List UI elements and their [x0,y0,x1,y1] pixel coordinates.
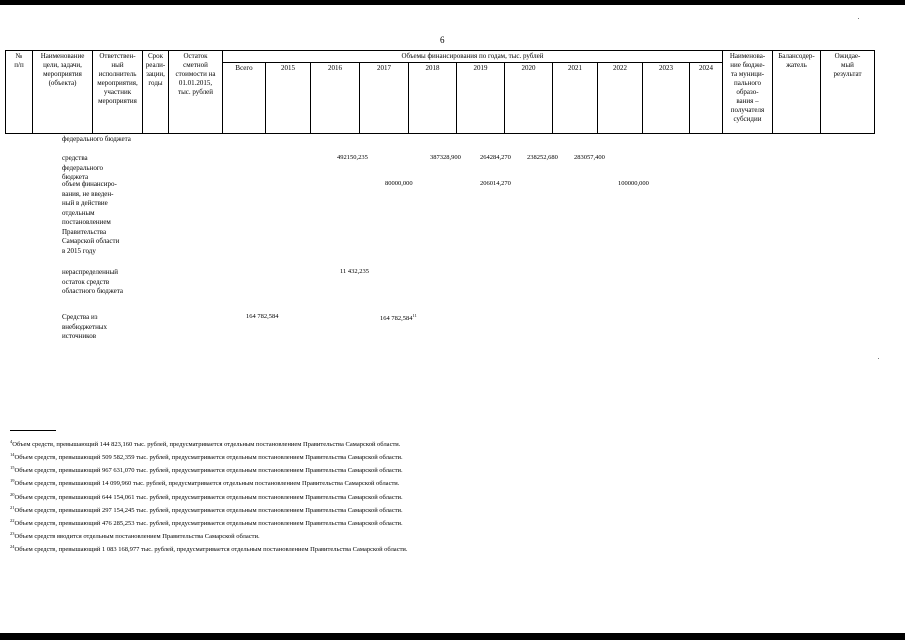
row-label-federal: федерального бюджета [62,135,131,143]
table-header [5,50,875,134]
row-label-not-enacted: объем финансиро-вания, не введен-ный в действие отдельным постановлением Правительства Самарской области в 2015 году [62,180,120,255]
row-label-extrabudgetary: Средства из внебюджетных источников [62,313,108,340]
header-year-2019: 2019 [457,63,505,134]
footnote-ref-11: 11 [412,313,417,318]
header-year-2015: 2015 [266,63,311,134]
value-not-enacted-2017: 80000,000 [385,180,413,187]
header-year-2018: 2018 [409,63,457,134]
footnote-item: $^4$Объем средств, превышающий 144 823,160 тыс. рублей, предусматривается отдельным постановлением Правительства Самарской области. [10,439,401,449]
scan-speck [878,358,879,359]
header-col-recipient: Наименова- ние бюдже- та муници- пального образо- вания – получателя субсидии [723,51,773,134]
footnote-item: $^{21}$Объем средств, превышающий 297 154,245 тыс. рублей, предусматривается отдельным постановлением Правительства Самарской области. [10,504,403,514]
footnote-item: $^{24}$Объем средств, превышающий 1 083 168,977 тыс. рублей, предусматривается отдельным постановлением Правительства Самарской области. [10,544,408,554]
row-label-unallocated: нераспределенный остаток средств областного бюджета [62,268,123,295]
header-year-2017: 2017 [360,63,409,134]
header-year-2024: 2024 [690,63,723,134]
top-border [0,0,905,5]
header-year-2022: 2022 [598,63,643,134]
footnote-item: $^{15}$Объем средств, превышающий 967 631,070 тыс. рублей, предусматривается отдельным постановлением Правительства Самарской области. [10,465,403,475]
header-year-2021: 2021 [553,63,598,134]
row-label-federal-funds: средства федерального бюджета [62,154,104,181]
header-col-holder: Балансодер- жатель [773,51,821,134]
header-year-total: Всего [223,63,266,134]
footnote-item: $^{19}$Объем средств, превышающий 14 099,960 тыс. рублей, предусматривается отдельным постановлением Правительства Самарской области. [10,478,400,488]
value-federal-2016: 492150,235 [337,154,368,161]
header-year-2023: 2023 [643,63,690,134]
value-federal-2019: 264284,270 [480,154,511,161]
header-year-2016: 2016 [311,63,360,134]
header-year-2020: 2020 [505,63,553,134]
footnote-item: $^{23}$Объем средств вводится отдельным постановлением Правительства Самарской области. [10,531,260,541]
value-not-enacted-2022: 100000,000 [618,180,649,187]
value-extrabudgetary-2017: 164 782,584$^{11}$ [380,313,417,323]
value-not-enacted-2019: 206014,270 [480,180,511,187]
header-col-remainder: Остаток сметной стоимости на 01.01.2015, тыс. рублей [169,51,223,134]
footnote-item: $^{14}$Объем средств, превышающий 509 582,359 тыс. рублей, предусматривается отдельным постановлением Правительства Самарской области. [10,452,403,462]
value-federal-2020: 238252,680 [527,154,558,161]
header-col-responsible: Ответствен- ный исполнитель мероприятия, участник мероприятия [93,51,143,134]
scan-speck [858,18,859,19]
value-federal-2018: 387328,900 [430,154,461,161]
value-federal-2021: 283057,400 [574,154,605,161]
value-extrabudgetary-total: 164 782,584 [246,313,279,320]
footnote-item: $^{20}$Объем средств, превышающий 644 154,061 тыс. рублей, предусматривается отдельным постановлением Правительства Самарской области. [10,491,403,501]
header-col-no: № п/п [6,51,33,134]
header-col-financing: Объемы финансирования по годам, тыс. рублей [223,51,723,63]
header-col-term: Срок реали- зации, годы [143,51,169,134]
header-col-name: Наименование цели, задачи, мероприятия (объекта) [33,51,93,134]
header-col-result: Ожидае- мый результат [821,51,875,134]
footnote-separator [10,430,56,431]
bottom-border [0,633,905,640]
footnote-item: $^{22}$Объем средств, превышающий 476 285,253 тыс. рублей, предусматривается отдельным постановлением Правительства Самарской области. [10,517,403,528]
footnotes [10,437,408,555]
page-number: 6 [440,35,445,45]
value-unallocated-2016: 11 432,235 [340,268,370,275]
